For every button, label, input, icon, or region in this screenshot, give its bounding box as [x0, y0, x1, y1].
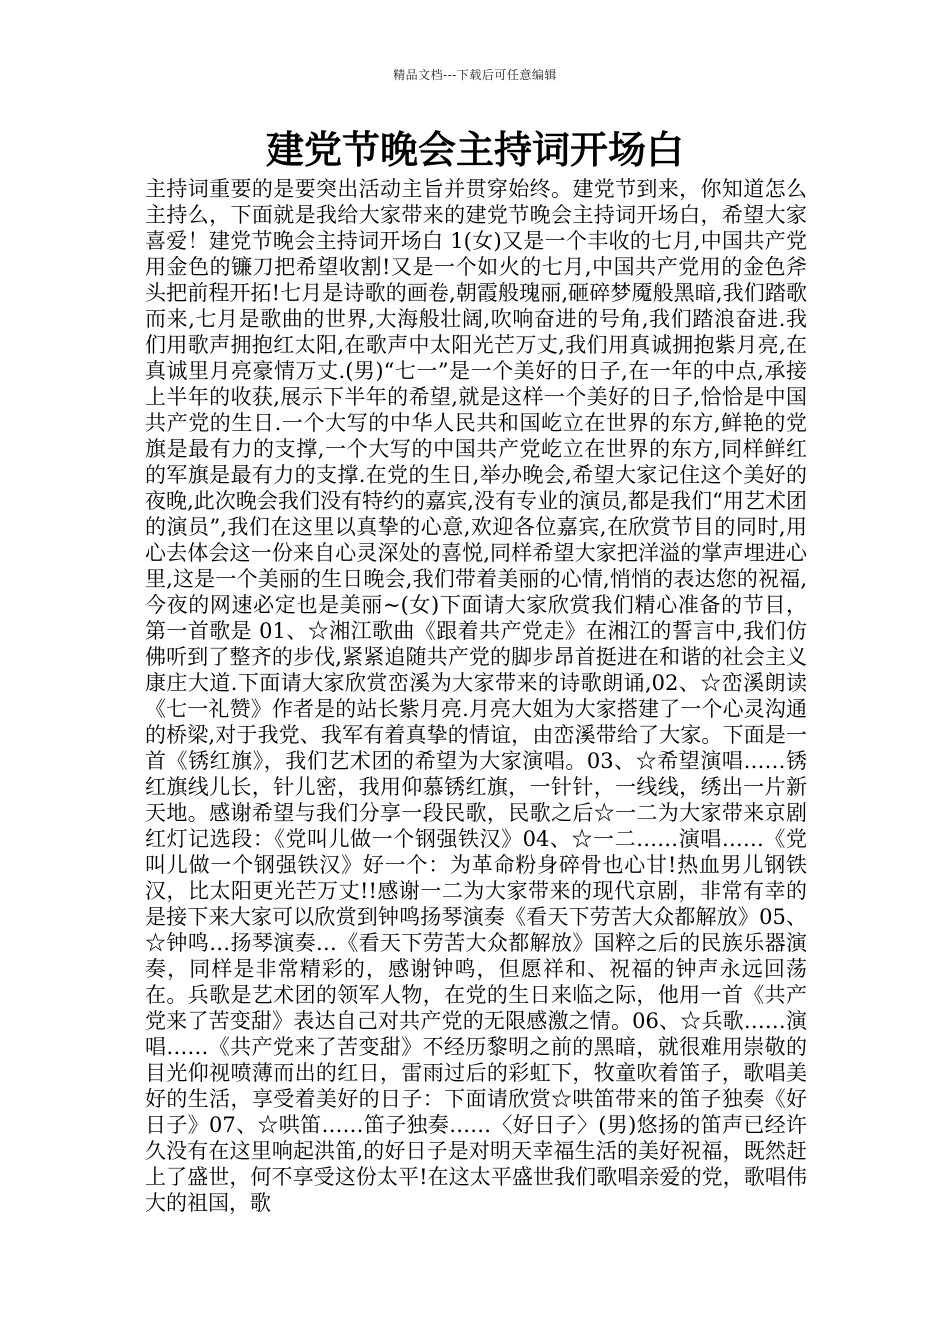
header-note: 精品文档---下载后可任意编辑 [393, 68, 557, 82]
body-paragraph: 主持词重要的是要突出活动主旨并贯穿始终。建党节到来，你知道怎么主持么，下面就是我给大家带来的建党节晚会主持词开场白，希望大家喜爱！建党节晚会主持词开场白 1(女)又是一个丰收的七月,中国共产党用金色的镰刀把希望收割!又是一个如火的七月,中国共产党用的金色斧头把前程开拓!七月是诗歌的画卷,朝霞般瑰丽,砸碎梦魇般黑暗,我们踏歌而来,七月是歌曲的世界,大海般壮阔,吹响奋进的号角,我们踏浪奋进.我们用歌声拥抱红太阳,在歌声中太阳光芒万丈,我们用真诚拥抱紫月亮,在真诚里月亮豪情万丈.(男)“七一”是一个美好的日子,在一年的中点,承接上半年的收获,展示下半年的希望,就是这样一个美好的日子,恰恰是中国共产党的生日.一个大写的中华人民共和国屹立在世界的东方,鲜艳的党旗是最有力的支撑,一个大写的中国共产党屹立在世界的东方,同样鲜红的军旗是最有力的支撑.在党的生日,举办晚会,希望大家记住这个美好的夜晚,此次晚会我们没有特约的嘉宾,没有专业的演员,都是我们“用艺术团的演员”,我们在这里以真挚的心意,欢迎各位嘉宾,在欣赏节目的同时,用心去体会这一份来自心灵深处的喜悦,同样希望大家把洋溢的掌声埋进心里,这是一个美丽的生日晚会,我们带着美丽的心情,悄悄的表达您的祝福,今夜的网速必定也是美丽~(女)下面请大家欣赏我们精心准备的节目，第一首歌是 01、☆湘江歌曲《跟着共产党走》在湘江的誓言中,我们仿佛听到了整齐的步伐,紧紧追随共产党的脚步昂首挺进在和谐的社会主义康庄大道.下面请大家欣赏峦溪为大家带来的诗歌朗诵,02、☆峦溪朗读《七一礼赞》作者是的站长紫月亮.月亮大姐为大家搭建了一个心灵沟通的桥梁,对于我党、我军有着真挚的情谊，由峦溪带给了大家。下面是一首《锈红旗》，我们艺术团的希望为大家演唱。03、☆希望演唱……锈红旗线儿长，针儿密，我用仰慕锈红旗，一针针，一线线，绣出一片新天地。感谢希望与我们分享一段民歌，民歌之后☆一二为大家带来京剧红灯记选段：《党叫儿做一个钢强铁汉》04、☆一二……演唱……《党叫儿做一个钢强铁汉》好一个：为革命粉身碎骨也心甘!热血男儿钢铁汉，比太阳更光芒万丈!!感谢一二为大家带来的现代京剧，非常有幸的是接下来大家可以欣赏到钟鸣扬琴演奏《看天下劳苦大众都解放》05、☆钟鸣…扬琴演奏…《看天下劳苦大众都解放》国粹之后的民族乐器演奏，同样是非常精彩的，感谢钟鸣，但愿祥和、祝福的钟声永远回荡在。兵歌是艺术团的领军人物，在党的生日来临之际，他用一首《共产党来了苦变甜》表达自己对共产党的无限感激之情。06、☆兵歌……演唱……《共产党来了苦变甜》不经历黎明之前的黑暗，就很难用崇敬的目光仰视喷薄而出的红日，雷雨过后的彩虹下，牧童吹着笛子，歌唱美好的生活，享受着美好的日子：下面请欣赏☆哄笛带来的笛子独奏《好日子》07、☆哄笛……笛子独奏……〈好日子〉(男)悠扬的笛声已经许久没有在这里响起洪笛,的好日子是对明天幸福生活的美好祝福，既然赶上了盛世，何不享受这份太平!在这太平盛世我们歌唱亲爱的党，歌唱伟大的祖国，歌 [145, 177, 807, 1215]
page-title: 建党节晚会主持词开场白 [265, 128, 684, 172]
